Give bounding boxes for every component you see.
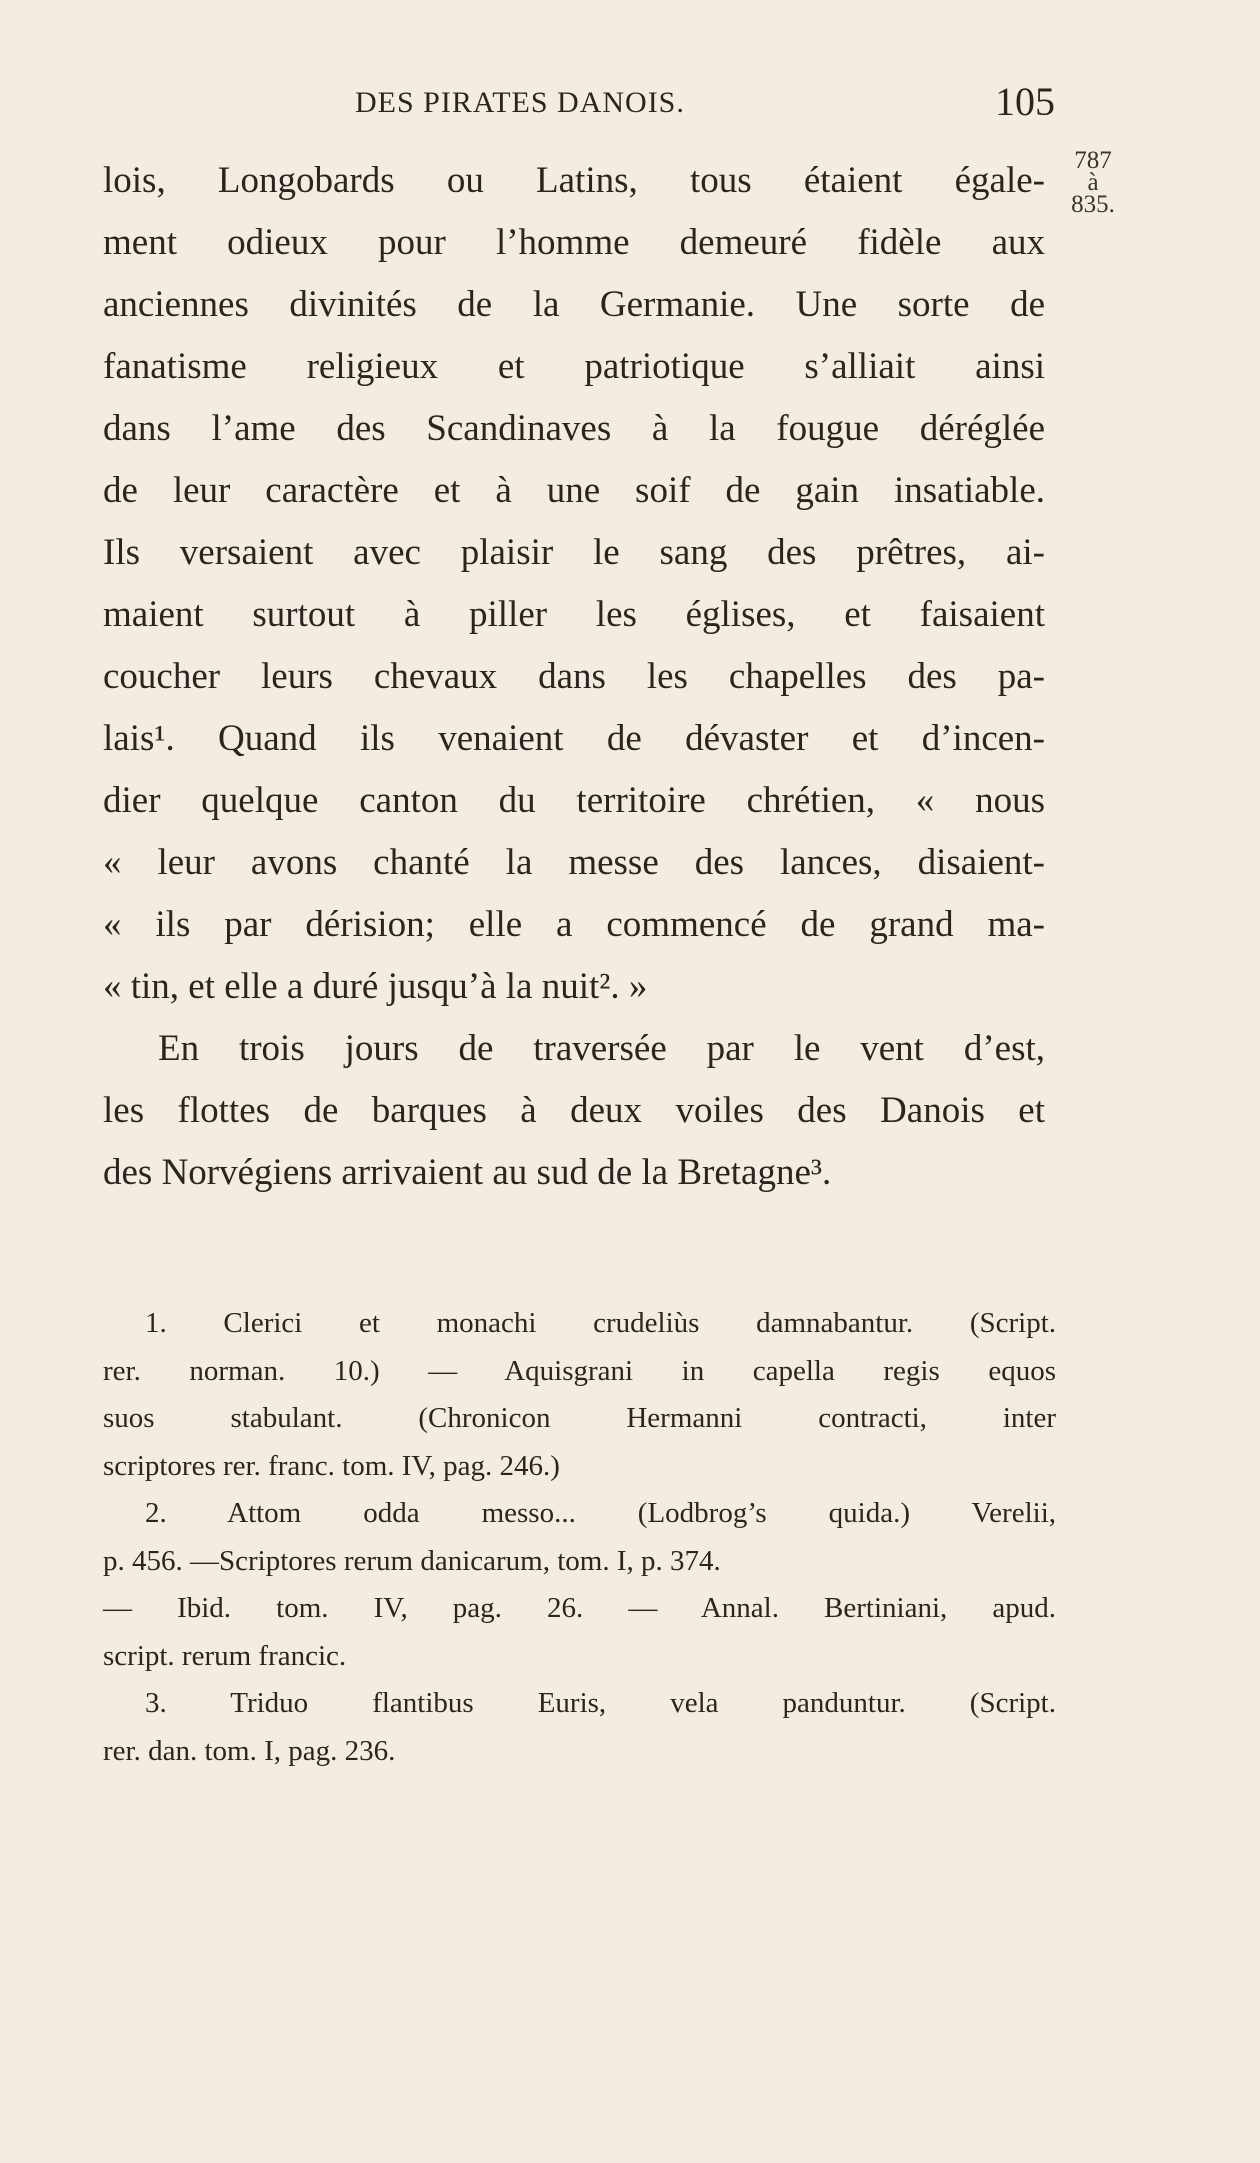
footnote-line: script. rerum francic. — [103, 1639, 347, 1672]
footnote-line: 1. Clerici et monachi crudeliùs damnabantur. (Script. — [145, 1307, 1056, 1339]
body-line: lois, Longobards ou Latins, tous étaient égale- — [103, 160, 1045, 201]
footnote-line: scriptores rer. franc. tom. IV, pag. 246.) — [103, 1449, 560, 1482]
body-line: dier quelque canton du territoire chrétien, « nous — [103, 780, 1045, 821]
body-line: fanatisme religieux et patriotique s’alliait ainsi — [103, 346, 1045, 387]
margin-date-to: 835. — [1071, 191, 1115, 218]
footnote-line: suos stabulant. (Chronicon Hermanni contracti, inter — [103, 1402, 1056, 1434]
body-line: maient surtout à piller les églises, et faisaient — [103, 594, 1045, 635]
body-line: lais¹. Quand ils venaient de dévaster et d’incen- — [103, 718, 1045, 759]
body-line: ment odieux pour l’homme demeuré fidèle aux — [103, 222, 1045, 263]
body-line: « leur avons chanté la messe des lances, disaient- — [103, 842, 1045, 883]
body-line: coucher leurs chevaux dans les chapelles des pa- — [103, 656, 1045, 697]
footnote-line: p. 456. —Scriptores rerum danicarum, tom. I, p. 374. — [103, 1544, 721, 1577]
page-number: 105 — [995, 79, 1055, 124]
footnotes — [103, 1300, 1056, 1775]
footnote-line: — Ibid. tom. IV, pag. 26. — Annal. Bertiniani, apud. — [103, 1592, 1056, 1624]
body-line: dans l’ame des Scandinaves à la fougue déréglée — [103, 408, 1045, 449]
body-line: « tin, et elle a duré jusqu’à la nuit². » — [103, 966, 648, 1007]
margin-date-note — [1068, 147, 1118, 218]
body-text — [103, 150, 1045, 1204]
running-header — [355, 78, 1055, 128]
body-line: les flottes de barques à deux voiles des Danois et — [103, 1090, 1045, 1131]
body-line: anciennes divinités de la Germanie. Une sorte de — [103, 284, 1045, 325]
footnote-line: rer. norman. 10.) — Aquisgrani in capella regis equos — [103, 1354, 1056, 1387]
footnote-line: 3. Triduo flantibus Euris, vela panduntur. (Script. — [145, 1687, 1056, 1719]
margin-date-from: 787 — [1074, 147, 1112, 174]
margin-date-separator: à — [1087, 169, 1099, 196]
body-line: En trois jours de traversée par le vent d’est, — [158, 1028, 1045, 1069]
body-line: de leur caractère et à une soif de gain insatiable. — [103, 470, 1045, 511]
running-title: DES PIRATES DANOIS. — [355, 86, 685, 119]
body-line: « ils par dérision; elle a commencé de grand ma- — [103, 904, 1045, 945]
body-line: Ils versaient avec plaisir le sang des prêtres, ai- — [103, 532, 1045, 573]
footnote-line: 2. Attom odda messo... (Lodbrog’s quida.) Verelii, — [145, 1497, 1056, 1529]
footnote-line: rer. dan. tom. I, pag. 236. — [103, 1734, 396, 1767]
body-line: des Norvégiens arrivaient au sud de la Bretagne³. — [103, 1152, 832, 1193]
